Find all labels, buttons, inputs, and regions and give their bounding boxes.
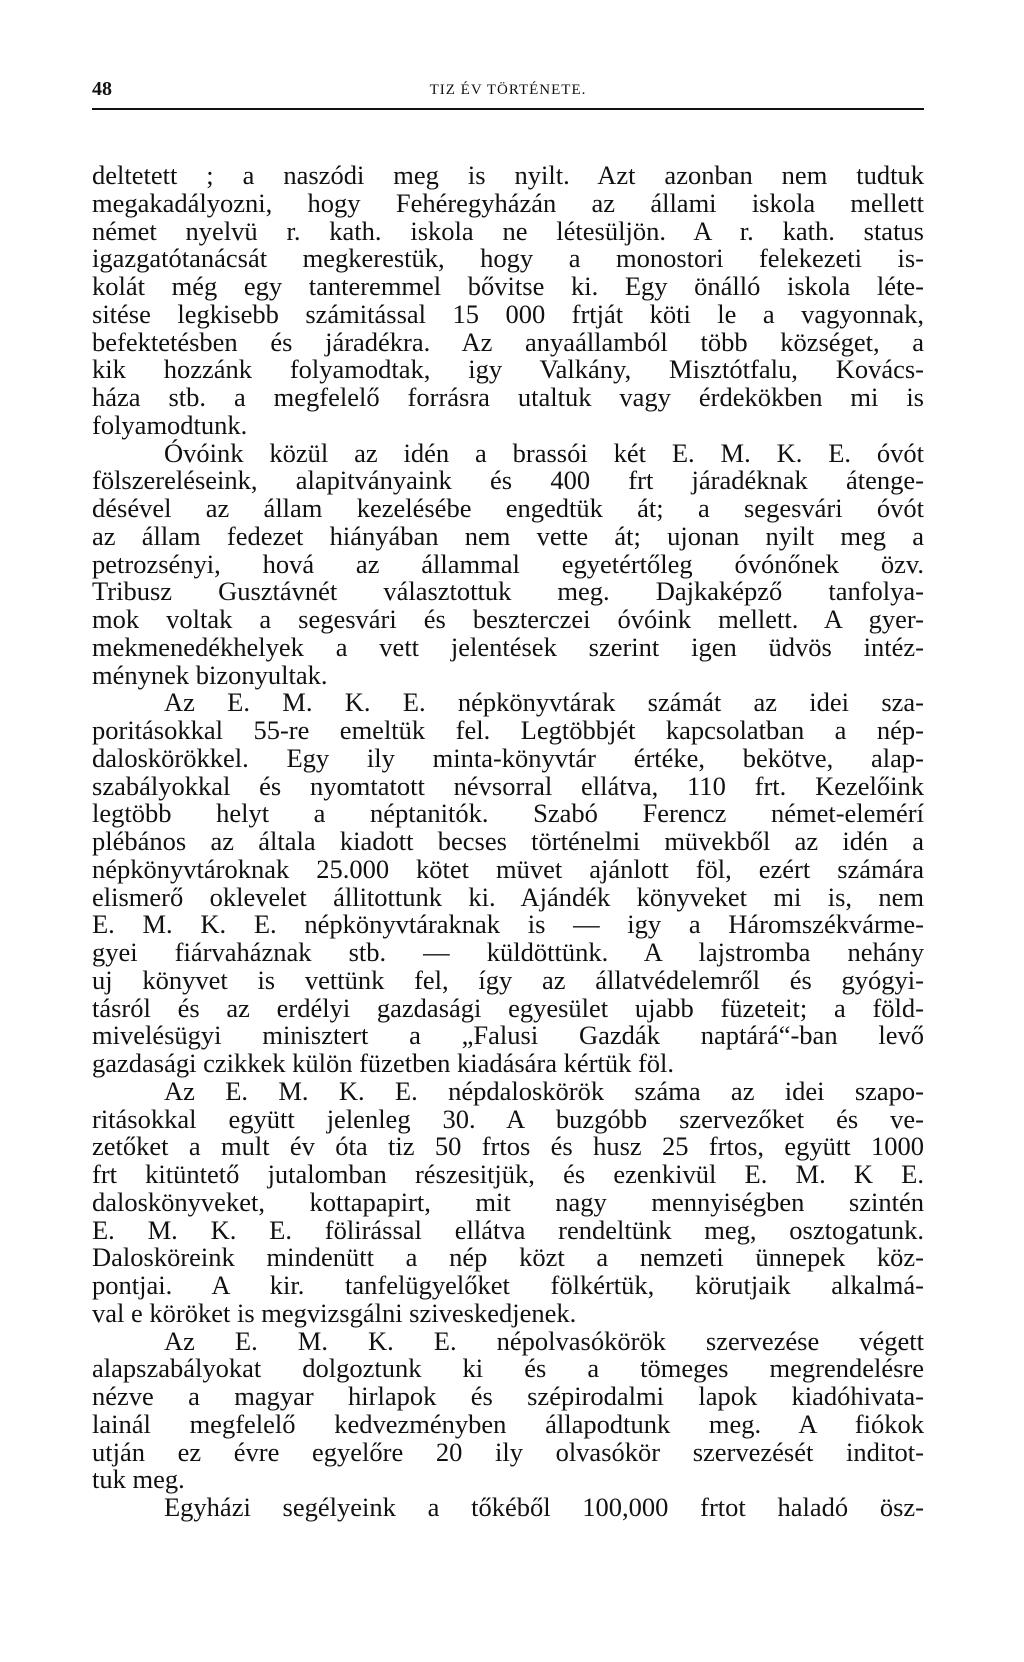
running-header: [92, 76, 924, 110]
text-line: uj könyvet is vettünk fel, így az állatvédelemről és gyógyi-: [92, 964, 924, 995]
text-line: folyamodtunk.: [92, 409, 248, 440]
text-line: kik hozzánk folyamodtak, igy Valkány, Misztótfalu, Kovács-: [92, 354, 924, 385]
text-line: gyei fiárvaháznak stb. — küldöttünk. A lajstromba nehány: [92, 937, 924, 967]
text-line: tásról és az erdélyi gazdasági egyesület ujabb füzeteit; a föld-: [92, 992, 924, 1023]
text-line: zetőket a mult év óta tiz 50 frtos és husz 25 frtos, együtt 1000: [92, 1131, 924, 1162]
body-text: [92, 162, 924, 1522]
text-line: tuk meg.: [92, 1464, 185, 1495]
running-title: TIZ ÉV TÖRTÉNETE.: [429, 82, 587, 98]
text-line: sitése legkisebb számitással 15 000 frtját köti le a vagyonnak,: [92, 298, 924, 329]
text-line: Az E. M. K. E. népdaloskörök száma az idei szapo-: [164, 1075, 924, 1106]
text-line: kolát még egy tanteremmel bővitse ki. Egy önálló iskola léte-: [92, 271, 924, 301]
text-line: gazdasági czikkek külön füzetben kiadására kértük föl.: [92, 1048, 675, 1078]
text-line: désével az állam kezelésébe engedtük át; a segesvári óvót: [92, 493, 924, 523]
text-line: az állam fedezet hiányában nem vette át; ujonan nyilt meg a: [92, 520, 924, 551]
text-line: E. M. K. E. népkönyvtáraknak is — igy a Háromszékvárme-: [92, 909, 924, 940]
text-line: Az E. M. K. E. népolvasókörök szervezése végett: [164, 1325, 924, 1356]
document-page: [92, 76, 924, 1522]
text-line: háza stb. a megfelelő forrásra utaltuk vagy érdekökben mi is: [92, 382, 924, 412]
text-line: Az E. M. K. E. népkönyvtárak számát az idei sza-: [164, 687, 924, 718]
text-line: elismerő oklevelet állitottunk ki. Ajándék könyveket mi is, nem: [92, 881, 924, 912]
text-line: ménynek bizonyultak.: [92, 659, 328, 690]
text-line: pontjai. A kir. tanfelügyelőket fölkértük, körutjaik alkalmá-: [92, 1270, 924, 1300]
text-line: Egyházi segélyeink a tőkéből 100,000 frtot haladó ösz-: [164, 1492, 924, 1522]
text-line: német nyelvü r. kath. iskola ne létesüljön. A r. kath. status: [92, 215, 924, 246]
text-line: alapszabályokat dolgoztunk ki és a tömeges megrendelésre: [92, 1353, 924, 1384]
text-line: Óvóink közül az idén a brassói két E. M. K. E. óvót: [164, 437, 924, 468]
text-line: nézve a magyar hirlapok és szépirodalmi lapok kiadóhivata-: [92, 1381, 924, 1411]
text-line: poritásokkal 55-re emeltük fel. Legtöbbjét kapcsolatban a nép-: [92, 715, 924, 745]
text-line: Tribusz Gusztávnét választottuk meg. Dajkaképző tanfolya-: [92, 576, 924, 607]
text-line: legtöbb helyt a néptanitók. Szabó Ferencz német-elemérí: [92, 798, 924, 829]
page-number: 48: [92, 78, 112, 100]
text-line: Dalosköreink mindenütt a nép közt a nemzeti ünnepek köz-: [92, 1242, 924, 1273]
text-line: E. M. K. E. fölirással ellátva rendeltünk meg, osztogatunk.: [92, 1214, 924, 1245]
text-line: népkönyvtároknak 25.000 kötet müvet ajánlott föl, ezért számára: [92, 853, 924, 884]
text-line: petrozsényi, hová az állammal egyetértőleg óvónőnek özv.: [92, 548, 924, 579]
text-line: ritásokkal együtt jelenleg 30. A buzgóbb szervezőket és ve-: [92, 1103, 924, 1134]
text-line: daloskörökkel. Egy ily minta-könyvtár értéke, bekötve, alap-: [92, 742, 924, 773]
text-line: megakadályozni, hogy Fehéregyházán az állami iskola mellett: [92, 187, 924, 218]
text-line: igazgatótanácsát megkerestük, hogy a monostori felekezeti is-: [92, 243, 924, 274]
text-line: mok voltak a segesvári és beszterczei óvóink mellett. A gyer-: [92, 604, 924, 634]
text-line: mivelésügyi minisztert a „Falusi Gazdák naptárá“-ban levő: [92, 1020, 924, 1051]
text-line: befektetésben és járadékra. Az anyaállamból több községet, a: [92, 326, 924, 357]
text-line: frt kitüntető jutalomban részesitjük, és ezenkivül E. M. K E.: [92, 1159, 924, 1189]
text-line: deltetett ; a naszódi meg is nyilt. Azt azonban nem tudtuk: [92, 160, 924, 190]
text-line: daloskönyveket, kottapapirt, mit nagy mennyiségben szintén: [92, 1186, 924, 1217]
text-line: fölszereléseink, alapitványaink és 400 frt járadéknak átenge-: [92, 465, 924, 496]
text-line: plébános az általa kiadott becses történelmi müvekből az idén a: [92, 826, 924, 856]
text-line: utján ez évre egyelőre 20 ily olvasókör szervezését inditot-: [92, 1436, 924, 1467]
text-line: szabályokkal és nyomtatott névsorral ellátva, 110 frt. Kezelőink: [92, 770, 924, 801]
text-line: val e köröket is megvizsgálni sziveskedjenek.: [92, 1297, 577, 1328]
text-line: mekmenedékhelyek a vett jelentések szerint igen üdvös intéz-: [92, 631, 924, 662]
text-line: lainál megfelelő kedvezményben állapodtunk meg. A fiókok: [92, 1408, 924, 1439]
